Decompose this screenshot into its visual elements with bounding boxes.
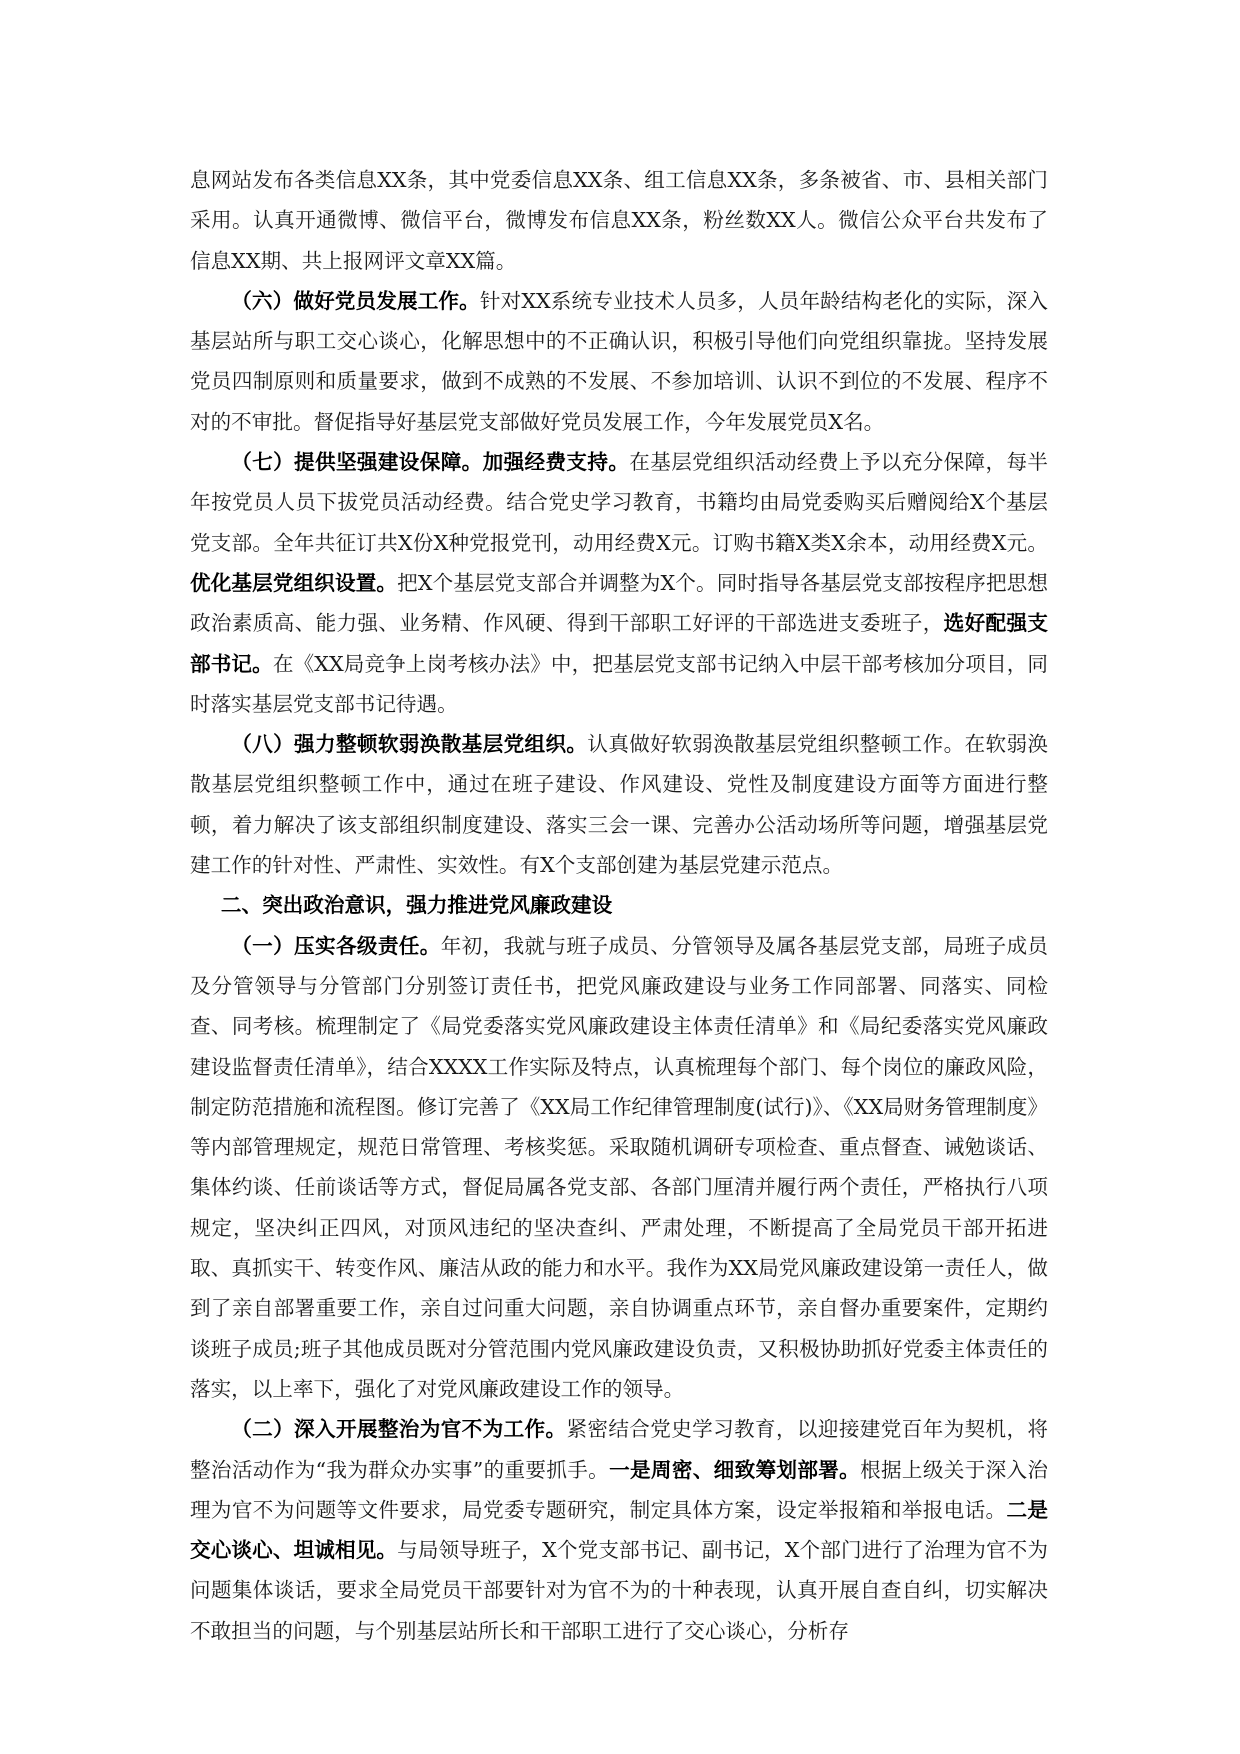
text-run: 与局领导班子，X个党支部书记、副书记，X个部门进行了治理为官不为问题集体谈话，要求全局党员干部要针对为官不为的十种表现，认真开展自查自纠，切实解决不敢担当的问题，与个别基层站所长和干部职工进行了交心谈心，分析存: [190, 1538, 1048, 1643]
paragraph-rectify-inaction: [190, 1409, 1048, 1651]
text-run: 在基层党组织活动经费上予以充分保障，每半年按党员人员下拔党员活动经费。结合党史学习教育，书籍均由局党委购买后赠阅给X个基层党支部。全年共征订共X份X种党报党刊，动用经费X元。订购书籍X类X余本，动用经费X元。: [190, 450, 1048, 555]
text-run: 紧密结合党史学习教育，以迎接建党百年为契机，将整治活动作为“我为群众办实事”的重要抓手。: [190, 1417, 1048, 1482]
chapter-heading-text: 二、突出政治意识，强力推进党风廉政建设: [220, 893, 613, 918]
section-heading-7: （七）提供坚强建设保障。加强经费支持。: [231, 450, 630, 475]
text-run: 根据上级关于深入治理为官不为问题等文件要求，局党委专题研究，制定具体方案，设定举报箱和举报电话。: [190, 1457, 1048, 1522]
bold-phrase: 选好配强支部书记。: [190, 611, 1049, 676]
text-run: 息网站发布各类信息XX条，其中党委信息XX条、组工信息XX条，多条被省、市、县相关部门采用。认真开通微博、微信平台，微博发布信息XX条，粉丝数XX人。微信公众平台共发布了信息XX期、共上报网评文章XX篇。: [190, 168, 1048, 273]
text-run: 针对XX系统专业技术人员多，人员年龄结构老化的实际，深入基层站所与职工交心谈心，化解思想中的不正确认识，积极引导他们向党组织靠拢。坚持发展党员四制原则和质量要求，做到不成熟的不发展、不参加培训、认识不到位的不发展、程序不对的不审批。督促指导好基层党支部做好党员发展工作，今年发展党员X名。: [190, 288, 1048, 434]
paragraph-continuation: [190, 160, 1048, 281]
bold-phrase: 一是周密、细致筹划部署。: [609, 1457, 861, 1482]
paragraph-rectification: [190, 724, 1048, 885]
text-run: 在《XX局竞争上岗考核办法》中，把基层党支部书记纳入中层干部考核加分项目，同时落实基层党支部书记待遇。: [190, 651, 1048, 716]
paragraph-construction-guarantee: [190, 442, 1048, 724]
chapter-heading-2: [190, 885, 1048, 925]
section-heading-6: （六）做好党员发展工作。: [231, 288, 480, 313]
text-run: 把X个基层党支部合并调整为X个。同时指导各基层党支部按程序把思想政治素质高、能力强、业务精、作风硬、得到干部职工好评的干部选进支委班子，: [190, 570, 1048, 636]
section-heading-2: （二）深入开展整治为官不为工作。: [231, 1417, 567, 1442]
bold-phrase: 二是交心谈心、坦诚相见。: [190, 1497, 1048, 1563]
section-heading-1: （一）压实各级责任。: [231, 933, 441, 958]
paragraph-party-member-development: [190, 281, 1048, 442]
paragraph-responsibility: [190, 926, 1048, 1410]
text-run: 认真做好软弱涣散基层党组织整顿工作。在软弱涣散基层党组织整顿工作中，通过在班子建设、作风建设、党性及制度建设方面等方面进行整顿，着力解决了该支部组织制度建设、落实三会一课、完善办公活动场所等问题，增强基层党建工作的针对性、严肃性、实效性。有X个支部创建为基层党建示范点。: [190, 732, 1048, 878]
document-page: [190, 160, 1048, 1651]
section-heading-8: （八）强力整顿软弱涣散基层党组织。: [231, 732, 588, 757]
bold-phrase: 优化基层党组织设置。: [190, 570, 398, 595]
text-run: 年初，我就与班子成员、分管领导及属各基层党支部，局班子成员及分管领导与分管部门分别签订责任书，把党风廉政建设与业务工作同部署、同落实、同检查、同考核。梳理制定了《局党委落实党风廉政建设主体责任清单》和《局纪委落实党风廉政建设监督责任清单》，结合XXXX工作实际及特点，认真梳理每个部门、每个岗位的廉政风险，制定防范措施和流程图。修订完善了《XX局工作纪律管理制度(试行)》、《XX局财务管理制度》等内部管理规定，规范日常管理、考核奖惩。采取随机调研专项检查、重点督查、诫勉谈话、集体约谈、任前谈话等方式，督促局属各党支部、各部门厘清并履行两个责任，严格执行八项规定，坚决纠正四风，对顶风违纪的坚决查纠、严肃处理，不断提高了全局党员干部开拓进取、真抓实干、转变作风、廉洁从政的能力和水平。我作为XX局党风廉政建设第一责任人，做到了亲自部署重要工作，亲自过问重大问题，亲自协调重点环节，亲自督办重要案件，定期约谈班子成员;班子其他成员既对分管范围内党风廉政建设负责，又积极协助抓好党委主体责任的落实，以上率下，强化了对党风廉政建设工作的领导。: [190, 933, 1048, 1401]
